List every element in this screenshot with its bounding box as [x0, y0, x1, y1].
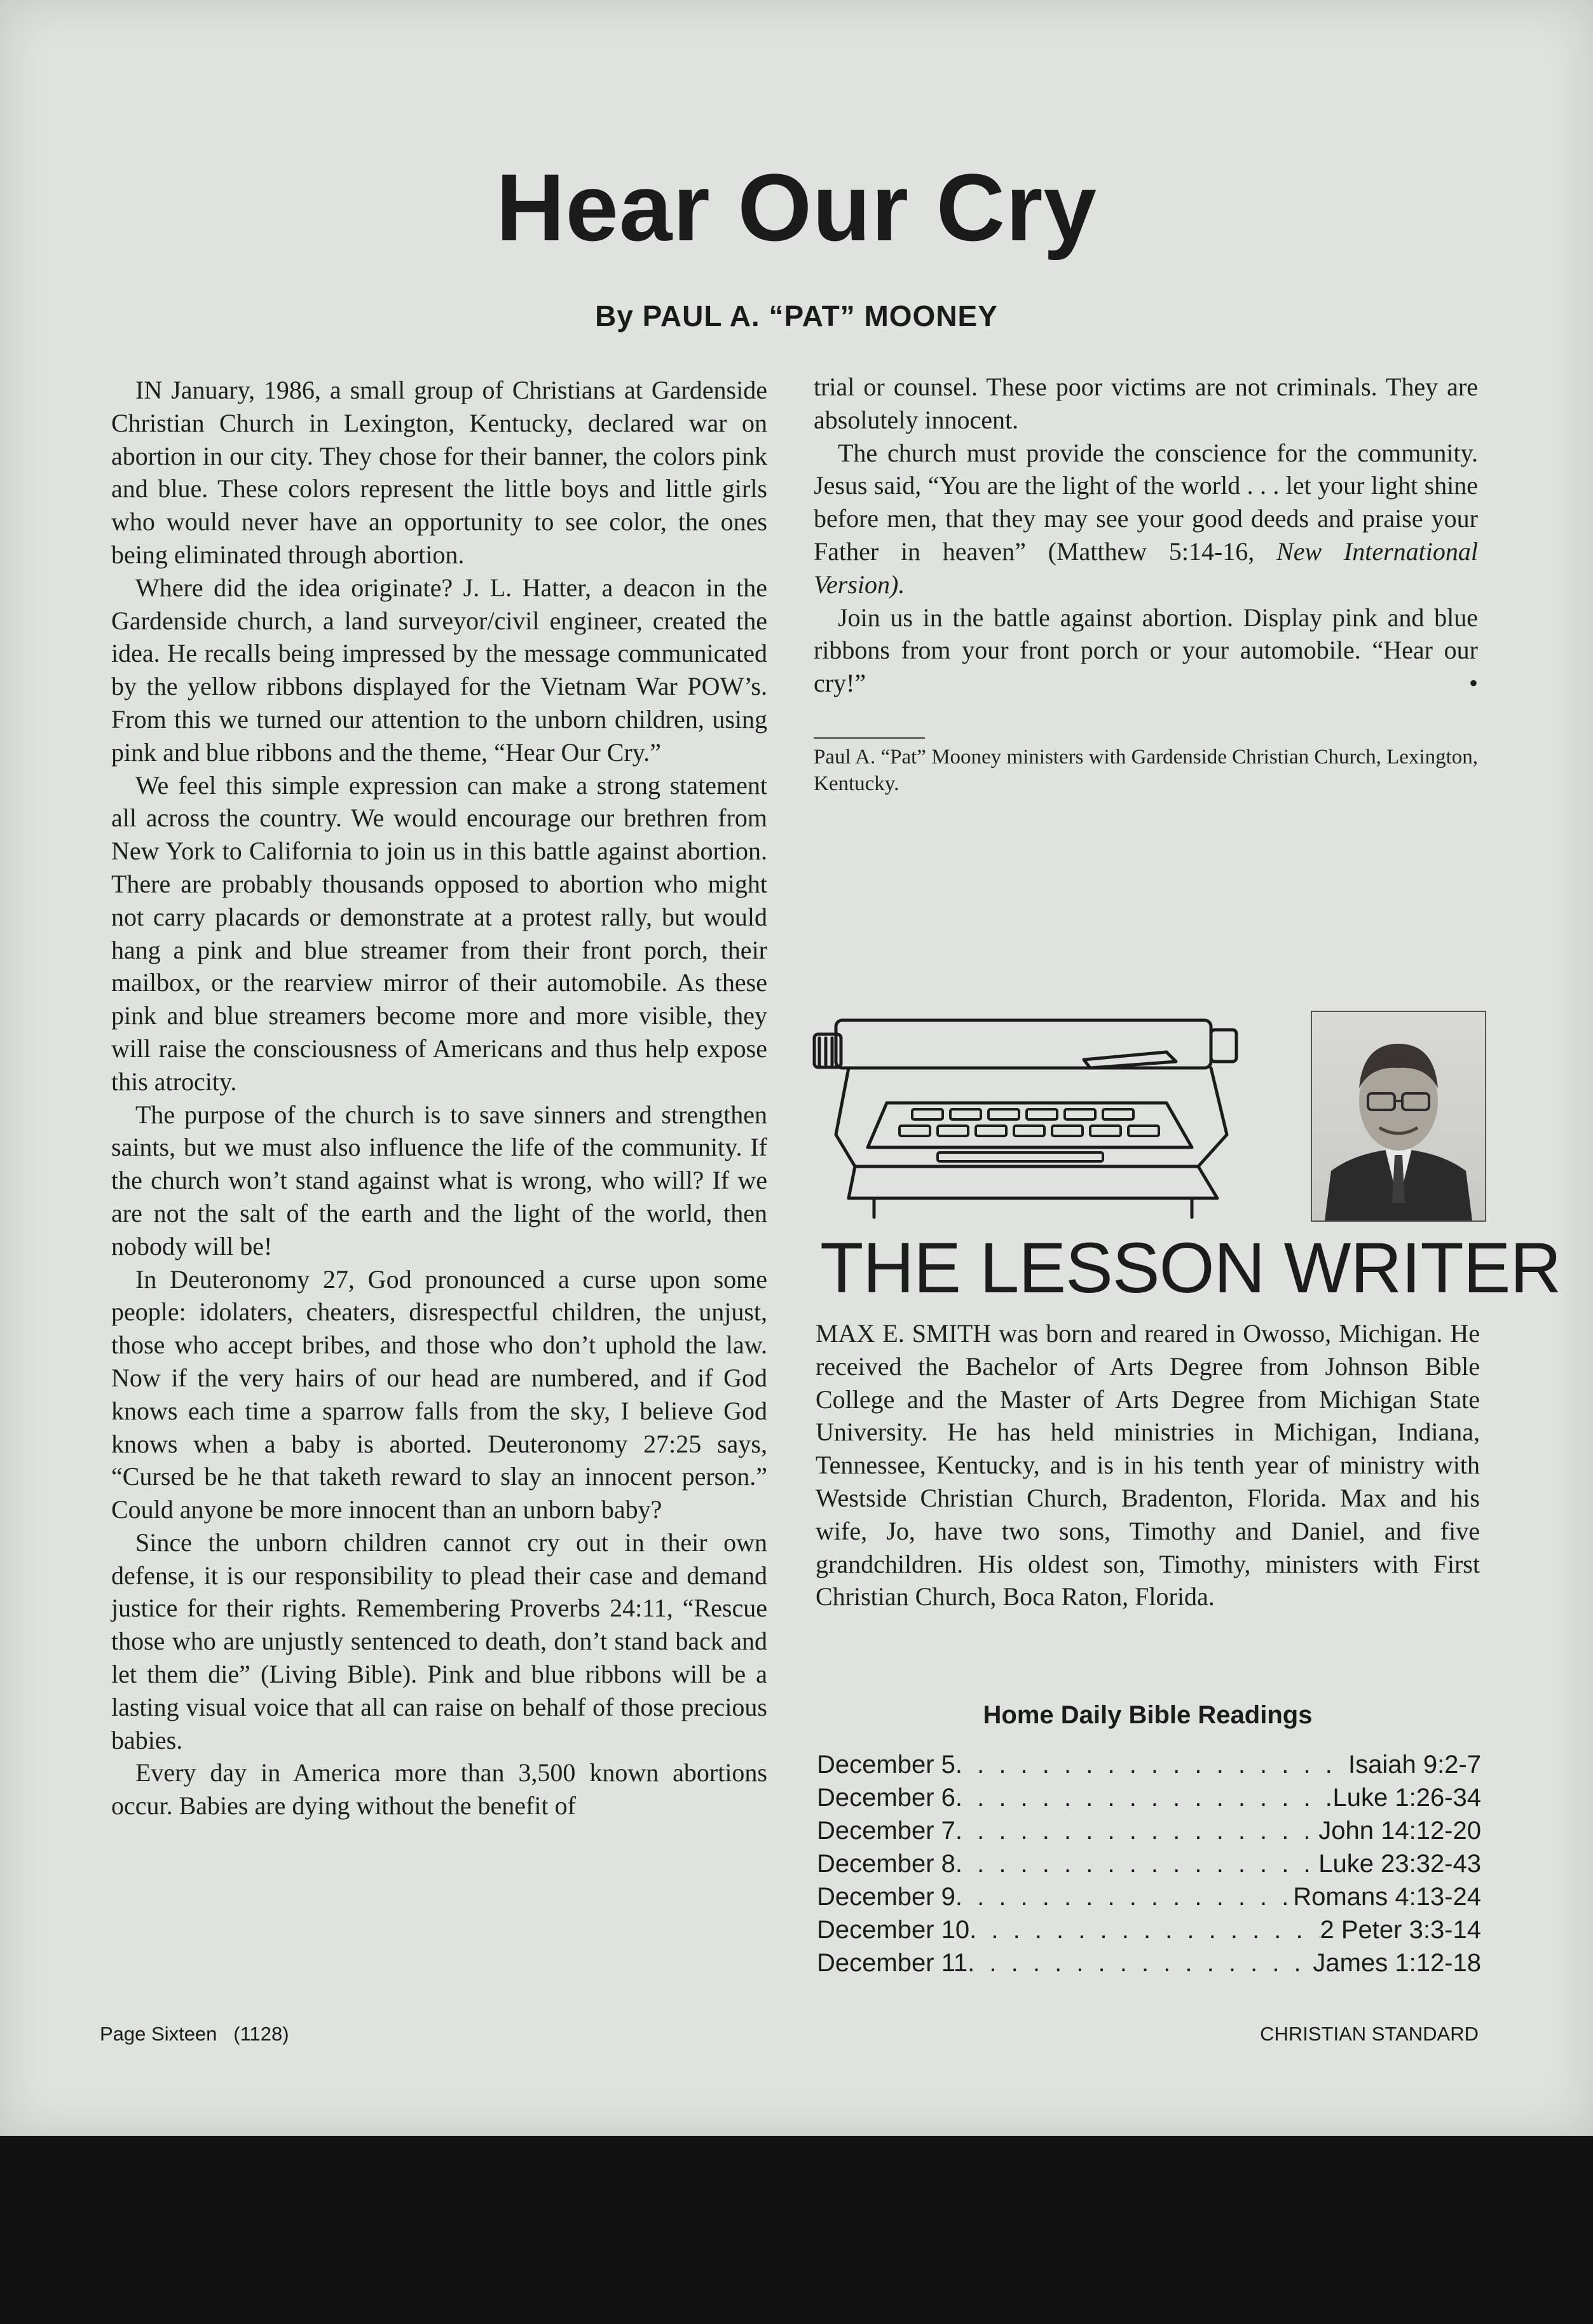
- reading-row: [817, 1880, 1481, 1913]
- reading-row: [817, 1814, 1481, 1847]
- background-surface: [0, 2136, 1593, 2324]
- footnote-rule: [814, 737, 925, 739]
- reading-reference: James 1:12-18: [1313, 1949, 1481, 1977]
- portrait-photo: [1311, 1011, 1486, 1222]
- article-paragraph: [814, 437, 1478, 601]
- article-right-column: [814, 371, 1478, 700]
- reading-row: [817, 1781, 1481, 1814]
- leader-dots: [967, 1946, 1313, 1979]
- reading-reference: John 14:12-20: [1318, 1817, 1481, 1845]
- article-title: Hear Our Cry: [496, 154, 1097, 261]
- reading-row: [817, 1946, 1481, 1979]
- typewriter-illustration: [810, 1008, 1249, 1227]
- reading-row: [817, 1913, 1481, 1946]
- portrait-figure: [1312, 1012, 1485, 1220]
- article-paragraph: Every day in America more than 3,500 known abortions occur. Babies are dying without the benefit of: [111, 1758, 767, 1821]
- article-italic-text: New International Version).: [814, 537, 1478, 599]
- leader-dots: [955, 1814, 1318, 1847]
- article-paragraph: trial or counsel. These poor victims are not criminals. They are absolutely innocent.: [814, 373, 1478, 434]
- article-text: The church must provide the conscience for the community. Jesus said, “You are the light of the world . . . let your light shine before men, that they may see your good deeds and praise your Father in heaven” (Matthew 5:14-16,: [814, 438, 1478, 566]
- publication-name-footer: CHRISTIAN STANDARD: [1260, 2023, 1479, 2045]
- article-left-column: [111, 374, 767, 1822]
- reading-reference: Luke 23:32-43: [1318, 1850, 1481, 1878]
- reading-date: December 7: [817, 1817, 955, 1845]
- reading-reference: Romans 4:13-24: [1293, 1883, 1481, 1911]
- leader-dots: [955, 1781, 1333, 1814]
- reading-row: [817, 1847, 1481, 1880]
- article-text: Join us in the battle against abortion. Display pink and blue ribbons from your front porch or your automobile. “Hear our cry!”: [814, 603, 1478, 698]
- lesson-writer-bio: MAX E. SMITH was born and reared in Owosso, Michigan. He received the Bachelor of Arts Degree from Johnson Bible College and the Master of Arts Degree from Michigan State University. He has held ministries in Michigan, Indiana, Tennessee, Kentucky, and is in his tenth year of ministry with Westside Christian Church, Bradenton, Florida. Max and his wife, Jo, have two sons, Timothy and Daniel, and five grandchildren. His oldest son, Timothy, ministers with First Christian Church, Boca Raton, Florida.: [816, 1319, 1480, 1611]
- leader-dots: [955, 1880, 1293, 1913]
- bible-readings-title: Home Daily Bible Readings: [983, 1701, 1313, 1729]
- reading-date: December 10: [817, 1916, 970, 1944]
- page-number-footer: Page Sixteen (1128): [100, 2023, 289, 2045]
- reading-date: December 5: [817, 1751, 955, 1779]
- leader-dots: [969, 1913, 1320, 1946]
- bible-readings-list: [817, 1748, 1481, 1979]
- article-paragraph: Where did the idea originate? J. L. Hatter, a deacon in the Gardenside church, a land surveyor/civil engineer, created the idea. He recalls being impressed by the message communicated by the yellow ribbons displayed for the Vietnam War POW’s. From this we turned our attention to the unborn children, using pink and blue ribbons and the theme, “Hear Our Cry.”: [111, 573, 767, 767]
- reading-date: December 6: [817, 1784, 955, 1812]
- reading-reference: Isaiah 9:2-7: [1348, 1751, 1481, 1779]
- lesson-writer-heading: THE LESSON WRITER: [820, 1228, 1561, 1308]
- reading-row: [817, 1748, 1481, 1781]
- article-paragraph: Since the unborn children cannot cry out in their own defense, it is our responsibility to plead their case and demand justice for their rights. Remembering Proverbs 24:11, “Rescue those who are unjustly sentenced to death, don’t stand back and let them die” (Living Bible). Pink and blue ribbons will be a lasting visual voice that all can raise on behalf of those precious babies.: [111, 1528, 767, 1754]
- reading-reference: 2 Peter 3:3-14: [1320, 1916, 1481, 1944]
- article-paragraph: We feel this simple expression can make a strong statement all across the country. We would encourage our brethren from New York to California to join us in this battle against abortion. There are probably thousands opposed to abortion who might not carry placards or demonstrate at a protest rally, but would hang a pink and blue streamer from their front porch, their mailbox, or the rearview mirror of their automobile. As these pink and blue streamers become more and more visible, they will raise the consciousness of Americans and thus help expose this atrocity.: [111, 770, 767, 1096]
- reading-date: December 9: [817, 1883, 955, 1911]
- article-paragraph: IN January, 1986, a small group of Christians at Gardenside Christian Church in Lexington, Kentucky, declared war on abortion in our city. They chose for their banner, the colors pink and blue. These colors represent the little boys and little girls who would never have an opportunity to see color, the ones being eliminated through abortion.: [111, 376, 767, 569]
- article-paragraph: The purpose of the church is to save sinners and strengthen saints, but we must also influence the life of the community. If the church won’t stand against what is wrong, who will? If we are not the salt of the earth and the light of the world, then nobody will be!: [111, 1100, 767, 1261]
- article-paragraph: [814, 601, 1478, 700]
- author-footnote: Paul A. “Pat” Mooney ministers with Gardenside Christian Church, Lexington, Kentucky.: [814, 746, 1478, 795]
- leader-dots: [955, 1748, 1348, 1781]
- end-mark: •: [1468, 669, 1478, 698]
- article-byline: By PAUL A. “PAT” MOONEY: [595, 299, 998, 332]
- reading-reference: Luke 1:26-34: [1332, 1784, 1481, 1812]
- reading-date: December 8: [817, 1850, 955, 1878]
- leader-dots: [955, 1847, 1318, 1880]
- reading-date: December 11: [817, 1949, 968, 1977]
- article-paragraph: In Deuteronomy 27, God pronounced a curse upon some people: idolaters, cheaters, disrespectful children, the unjust, those who accept bribes, and those who don’t uphold the law. Now if the very hairs of our head are numbered, and if God knows each time a sparrow falls from the sky, I believe God knows when a baby is aborted. Deuteronomy 27:25 says, “Cursed be he that taketh reward to slay an innocent person.” Could anyone be more innocent than an unborn baby?: [111, 1264, 767, 1524]
